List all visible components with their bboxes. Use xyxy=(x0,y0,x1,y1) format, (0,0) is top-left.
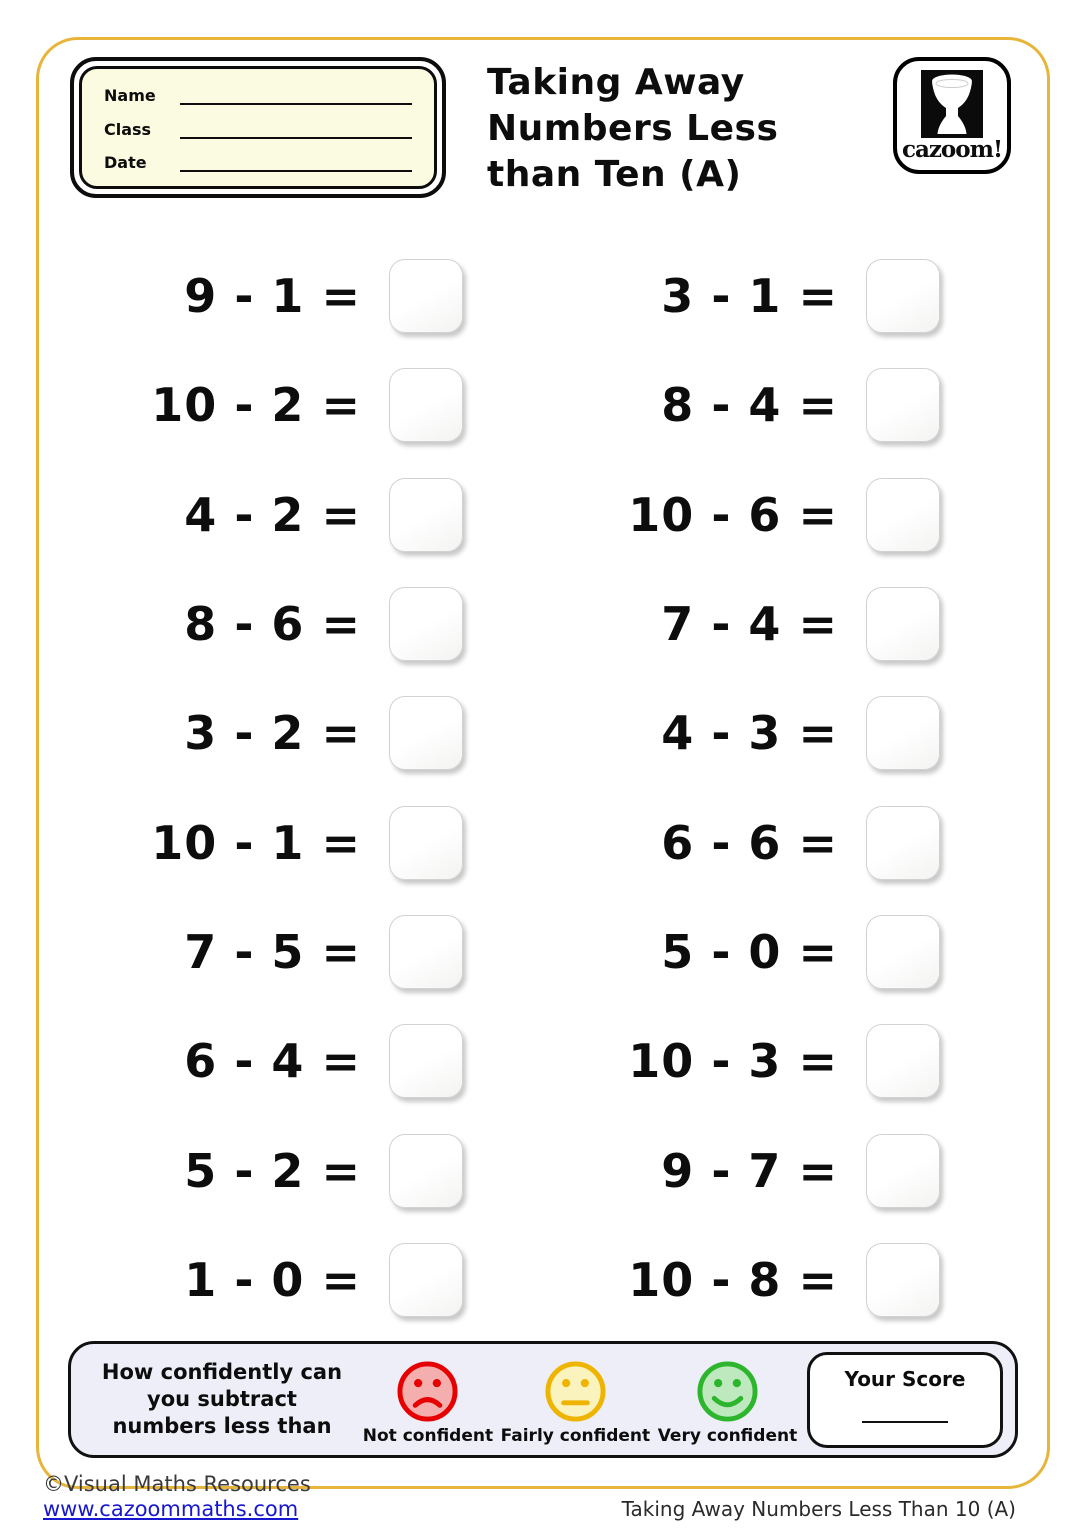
title-line-2: Numbers Less xyxy=(487,108,779,149)
equation-text: 10 - 6 = xyxy=(628,487,838,542)
equation-text: 6 - 6 = xyxy=(661,815,838,870)
problem-row xyxy=(555,1133,940,1209)
equation-text: 1 - 0 = xyxy=(184,1252,361,1307)
student-info-inner xyxy=(79,66,437,189)
problem-row xyxy=(555,805,940,881)
footer-left xyxy=(43,1472,311,1521)
confidence-option-fairly-confident[interactable] xyxy=(501,1360,651,1446)
answer-box[interactable] xyxy=(866,478,940,552)
problem-row xyxy=(70,586,463,662)
confidence-question-line-2: you subtract xyxy=(147,1387,297,1411)
answer-box[interactable] xyxy=(389,1024,463,1098)
page-title xyxy=(487,60,887,198)
sad-face-icon xyxy=(396,1360,459,1423)
problem-row xyxy=(70,477,463,553)
equation-text: 4 - 3 = xyxy=(661,706,838,761)
answer-box[interactable] xyxy=(866,1024,940,1098)
title-line-3: than Ten (A) xyxy=(487,154,742,195)
problem-row xyxy=(70,258,463,334)
equation-text: 5 - 2 = xyxy=(184,1143,361,1198)
answer-box[interactable] xyxy=(866,806,940,880)
answer-box[interactable] xyxy=(389,587,463,661)
answer-box[interactable] xyxy=(389,806,463,880)
answer-box[interactable] xyxy=(389,1243,463,1317)
djembe-drum-icon xyxy=(921,70,983,138)
class-field[interactable] xyxy=(180,119,412,139)
problems-column-left xyxy=(70,258,463,1318)
equation-text: 7 - 4 = xyxy=(661,596,838,651)
problem-row xyxy=(70,805,463,881)
answer-box[interactable] xyxy=(866,915,940,989)
problem-row xyxy=(70,695,463,771)
problem-row xyxy=(70,367,463,443)
problem-row xyxy=(555,1023,940,1099)
problem-row xyxy=(555,258,940,334)
answer-box[interactable] xyxy=(389,915,463,989)
not-confident-label: Not confident xyxy=(362,1425,494,1446)
equation-text: 9 - 7 = xyxy=(661,1143,838,1198)
problem-row xyxy=(70,1133,463,1209)
name-label: Name xyxy=(104,86,156,105)
problem-row xyxy=(70,1023,463,1099)
problem-row xyxy=(555,695,940,771)
confidence-bar xyxy=(68,1341,1018,1458)
answer-box[interactable] xyxy=(389,478,463,552)
equation-text: 10 - 2 = xyxy=(151,378,361,433)
student-info-box xyxy=(70,57,446,198)
title-line-1: Taking Away xyxy=(487,62,745,103)
date-label: Date xyxy=(104,153,147,172)
copyright-text: ©Visual Maths Resources xyxy=(43,1472,311,1496)
answer-box[interactable] xyxy=(389,1134,463,1208)
footer-worksheet-title: Taking Away Numbers Less Than 10 (A) xyxy=(621,1497,1016,1521)
name-row xyxy=(104,85,412,105)
equation-text: 5 - 0 = xyxy=(661,924,838,979)
neutral-face-icon xyxy=(544,1360,607,1423)
fairly-confident-label: Fairly confident xyxy=(500,1425,651,1446)
confidence-option-very-confident[interactable] xyxy=(658,1360,798,1446)
answer-box[interactable] xyxy=(866,259,940,333)
problem-row xyxy=(555,1242,940,1318)
your-score-box[interactable] xyxy=(807,1352,1003,1448)
equation-text: 10 - 1 = xyxy=(151,815,361,870)
confidence-question xyxy=(91,1359,353,1440)
cazoommaths-link[interactable]: www.cazoommaths.com xyxy=(43,1497,299,1521)
date-row xyxy=(104,152,412,172)
happy-face-icon xyxy=(696,1360,759,1423)
equation-text: 3 - 1 = xyxy=(661,269,838,323)
problem-row xyxy=(70,914,463,990)
answer-box[interactable] xyxy=(866,368,940,442)
name-field[interactable] xyxy=(180,85,412,105)
class-label: Class xyxy=(104,119,152,139)
problems-column-right xyxy=(555,258,940,1318)
confidence-question-line-3: numbers less than xyxy=(112,1414,332,1438)
problem-row xyxy=(70,1242,463,1318)
cazoom-logo xyxy=(893,57,1011,174)
equation-text: 6 - 4 = xyxy=(184,1034,361,1089)
answer-box[interactable] xyxy=(389,368,463,442)
your-score-label: Your Score xyxy=(844,1366,966,1391)
equation-text: 10 - 8 = xyxy=(628,1252,838,1307)
confidence-question-line-1: How confidently can xyxy=(101,1360,343,1384)
confidence-option-not-confident[interactable] xyxy=(363,1360,493,1446)
your-score-field[interactable] xyxy=(862,1421,948,1423)
answer-box[interactable] xyxy=(866,1134,940,1208)
equation-text: 8 - 4 = xyxy=(661,378,838,433)
class-row xyxy=(104,119,412,139)
problem-row xyxy=(555,367,940,443)
equation-text: 3 - 2 = xyxy=(184,706,361,761)
answer-box[interactable] xyxy=(389,259,463,333)
very-confident-label: Very confident xyxy=(657,1425,798,1446)
cazoom-logo-text: cazoom! xyxy=(901,136,1003,163)
answer-box[interactable] xyxy=(866,696,940,770)
equation-text: 9 - 1 = xyxy=(184,269,361,323)
equation-text: 7 - 5 = xyxy=(184,924,361,979)
problem-row xyxy=(555,914,940,990)
problem-row xyxy=(555,477,940,553)
answer-box[interactable] xyxy=(866,1243,940,1317)
equation-text: 10 - 3 = xyxy=(628,1034,838,1089)
confidence-options xyxy=(353,1354,807,1446)
answer-box[interactable] xyxy=(389,696,463,770)
equation-text: 4 - 2 = xyxy=(184,487,361,542)
problem-row xyxy=(555,586,940,662)
date-field[interactable] xyxy=(180,152,412,172)
equation-text: 8 - 6 = xyxy=(184,596,361,651)
answer-box[interactable] xyxy=(866,587,940,661)
